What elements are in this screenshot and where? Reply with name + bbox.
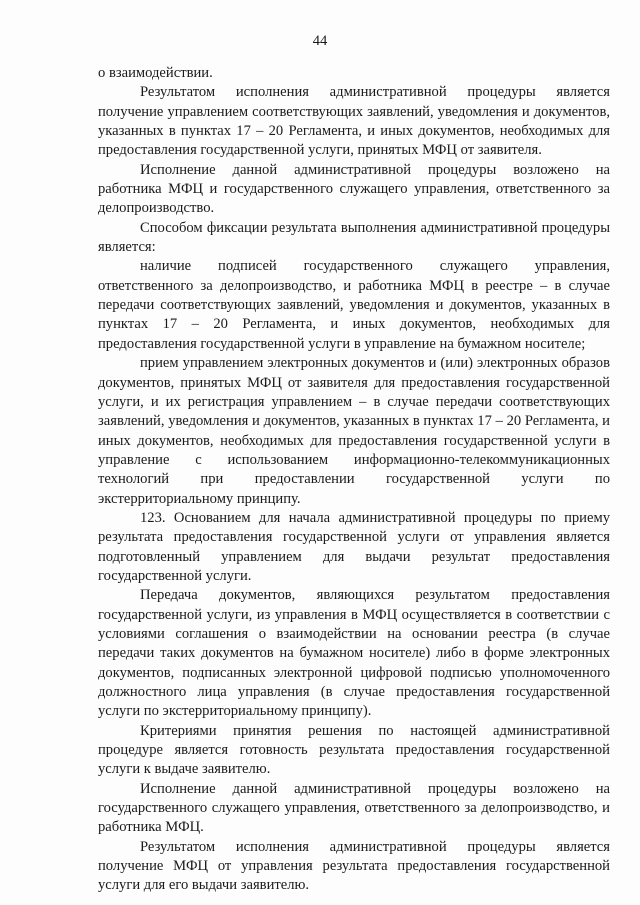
paragraph-transfer-docs: Передача документов, являющихся результатом предоставления государственной услуги, из управления в МФЦ осуществляется в соответствии с условиями соглашения о взаимодействии на основании реестра (в случае передачи таких документов на бумажном носителе) либо в форме электронных документов, подписанных электронной цифровой подписью уполномоченного должностного лица управления (в случае предоставления государственной услуги по экстерриториальному принципу). (98, 587, 610, 720)
paragraph-fixation-method: Способом фиксации результата выполнения административной процедуры является: (98, 219, 610, 256)
paragraph-responsible-execution: Исполнение данной административной процедуры возложено на работника МФЦ и государственного служащего управления, ответственного за делопроизводство. (98, 161, 610, 217)
paragraph-execution-assigned: Исполнение данной административной процедуры возложено на государственного служащего управления, ответственного за делопроизводство, и работника МФЦ. (98, 780, 610, 836)
page-number: 44 (312, 33, 328, 49)
paragraph-electronic-docs: прием управлением электронных документов и (или) электронных образов документов, принятых МФЦ от заявителя для предоставления государственной услуги, и их регистрация управлением – в случае передачи соответствующих заявлений, уведомления и документов, указанных в пунктах 17 – 20 Регламента, и иных документов, необходимых для предоставления государственной услуги в управление с использованием информационно-телекоммуникационных технологий при предоставлении государственной услуги по экстерриториальному принципу. (98, 355, 610, 507)
paragraph-continuation: о взаимодействии. (98, 65, 213, 81)
paragraph-criteria: Критериями принятия решения по настоящей административной процедуре является готовность результата предоставления государственной услуги к выдаче заявителю. (98, 722, 610, 778)
paragraph-signatures: наличие подписей государственного служащего управления, ответственного за делопроизводство, и работника МФЦ в реестре – в случае передачи соответствующих заявлений, уведомления и документов, указанных в пунктах 17 – 20 Регламента, и иных документов, необходимых для предоставления государственной услуги в управление на бумажном носителе; (98, 258, 610, 352)
paragraph-item-123: 123. Основанием для начала административной процедуры по приему результата предоставления государственной услуги от управления является подготовленный управлением для выдачи результат предоставления государственной услуги. (98, 509, 610, 584)
paragraph-result-receipt: Результатом исполнения административной процедуры является получение управлением соответствующих заявлений, уведомления и документов, указанных в пунктах 17 – 20 Регламента, и иных документов, необходимых для предоставления государственной услуги, принятых МФЦ от заявителя. (98, 84, 610, 159)
body-text (98, 64, 610, 896)
paragraph-final-result: Результатом исполнения административной процедуры является получение МФЦ от управления результата предоставления государственной услуги для его выдачи заявителю. (98, 838, 610, 894)
